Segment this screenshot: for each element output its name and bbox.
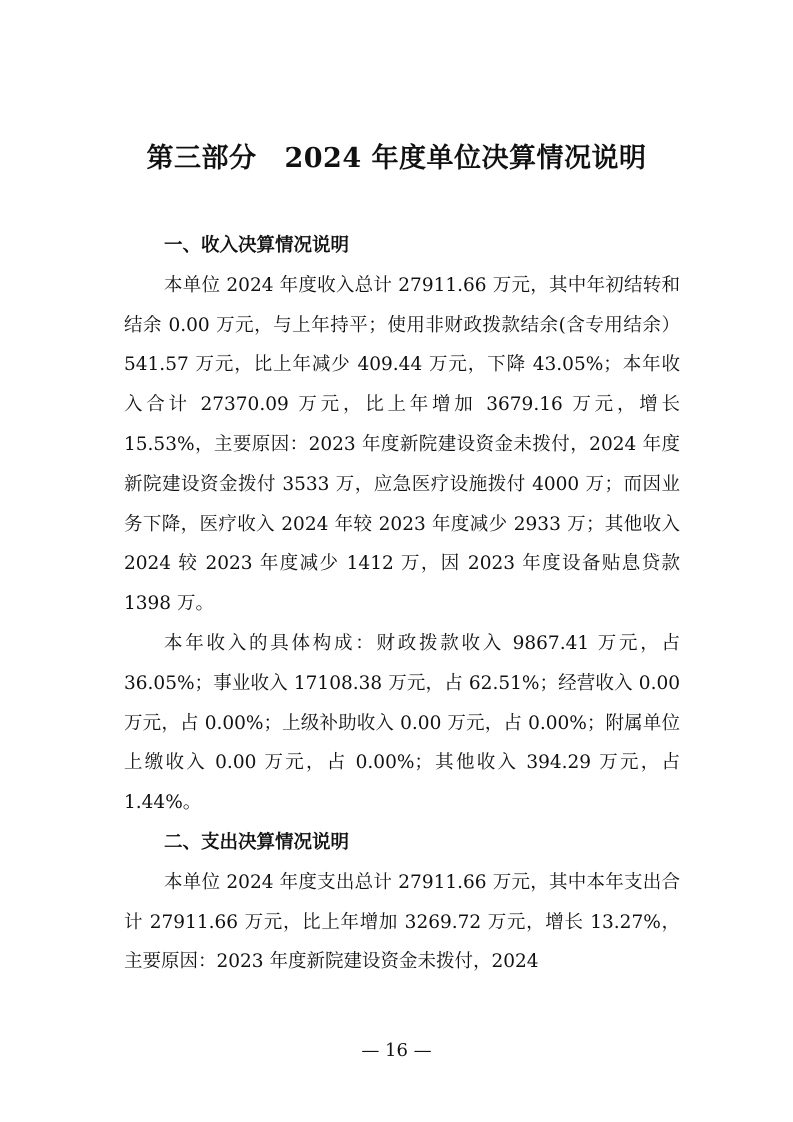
title-part: 第三部分 <box>146 143 257 174</box>
document-body <box>124 226 680 982</box>
income-paragraph-2: 本年收入的具体构成：财政拨款收入 9867.41 万元，占 36.05%；事业收入 17108.38 万元，占 62.51%；经营收入 0.00 万元，占 0.00%；上级补助收入 0.00 万元，占 0.00%；附属单位上缴收入 0.00 万元，占 0.00%；其他收入 394.29 万元，占 1.44%。 <box>124 632 680 814</box>
section-heading-expenditure: 二、支出决算情况说明 <box>164 831 350 853</box>
section-heading-income: 一、收入决算情况说明 <box>164 235 350 256</box>
title-main: 2024 年度单位决算情况说明 <box>284 143 647 174</box>
page-number: — 16 — <box>361 1040 432 1061</box>
expenditure-paragraph-1: 本单位 2024 年度支出总计 27911.66 万元，其中本年支出合计 27911.66 万元，比上年增加 3269.72 万元，增长 13.27%，主要原因：2023 年度新院建设资金未拨付，2024 <box>124 871 680 973</box>
page-title <box>0 136 793 175</box>
income-paragraph-1: 本单位 2024 年度收入总计 27911.66 万元，其中年初结转和结余 0.00 万元，与上年持平；使用非财政拨款结余(含专用结余）541.57 万元，比上年减少 409.44 万元，下降 43.05%；本年收入合计 27370.09 万元，比上年增加 3679.16 万元，增长 15.53%，主要原因：2023 年度新院建设资金未拨付，2024 年度新院建设资金拨付 3533 万，应急医疗设施拨付 4000 万；而因业务下降，医疗收入 2024 年较 2023 年度减少 2933 万；其他收入 2024 较 2023 年度减少 1412 万，因 2023 年度设备贴息贷款 1398 万。 <box>124 274 680 615</box>
